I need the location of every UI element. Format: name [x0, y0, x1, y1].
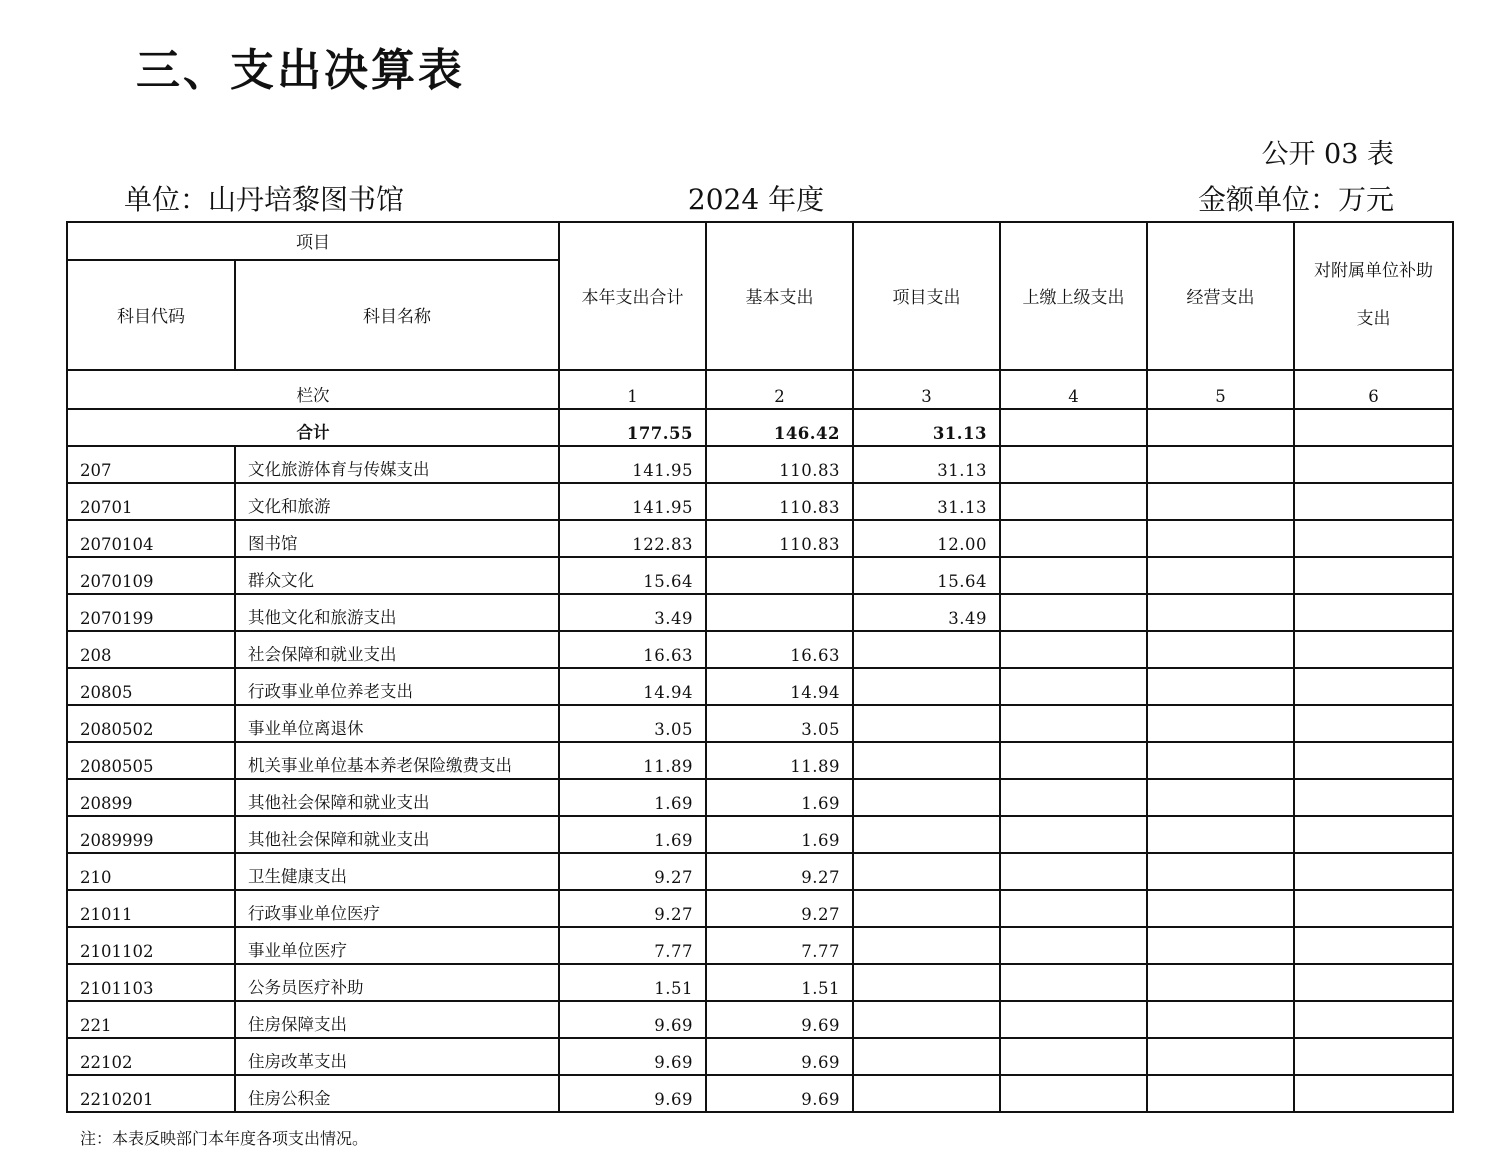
amount-cell-c3: 12.00: [853, 520, 1000, 557]
subject-code-cell: 20701: [67, 483, 235, 520]
amount-cell-c4: [1000, 668, 1147, 705]
amount-cell-c1: 9.69: [559, 1075, 706, 1112]
subject-code-cell: 2080502: [67, 705, 235, 742]
amount-cell-c2: 110.83: [706, 446, 853, 483]
amount-cell-c5: [1147, 1038, 1294, 1075]
subject-name-cell: 机关事业单位基本养老保险缴费支出: [235, 742, 559, 779]
money-unit-label: 金额单位：万元: [1197, 183, 1394, 216]
subject-name-cell: 文化和旅游: [235, 483, 559, 520]
table-row: [67, 705, 1453, 742]
header-item: 项目: [67, 222, 559, 260]
amount-cell-c5: [1147, 742, 1294, 779]
amount-cell-c1: 16.63: [559, 631, 706, 668]
amount-cell-c6: [1294, 631, 1453, 668]
table-row: [67, 557, 1453, 594]
table-row: [67, 483, 1453, 520]
subject-name-cell: 行政事业单位医疗: [235, 890, 559, 927]
subject-code-cell: 208: [67, 631, 235, 668]
subject-code-cell: 2101102: [67, 927, 235, 964]
header-code: 科目代码: [67, 260, 235, 370]
total-label: 合计: [67, 409, 559, 446]
table-row: [67, 631, 1453, 668]
amount-cell-c6: [1294, 964, 1453, 1001]
amount-cell-c1: 122.83: [559, 520, 706, 557]
amount-cell-c3: 3.49: [853, 594, 1000, 631]
subject-name-cell: 其他社会保障和就业支出: [235, 816, 559, 853]
amount-cell-c3: 15.64: [853, 557, 1000, 594]
column-index-1: 1: [559, 370, 706, 409]
amount-cell-c4: [1000, 446, 1147, 483]
subject-code-cell: 210: [67, 853, 235, 890]
amount-cell-c3: [853, 1001, 1000, 1038]
amount-cell-c4: [1000, 1038, 1147, 1075]
amount-cell-c2: [706, 557, 853, 594]
header-operating-expenditure: 经营支出: [1147, 222, 1294, 370]
page-title: 三、支出决算表: [136, 45, 465, 96]
amount-cell-c2: 1.69: [706, 816, 853, 853]
amount-cell-c3: [853, 1075, 1000, 1112]
total-c2: 146.42: [706, 409, 853, 446]
amount-cell-c6: [1294, 705, 1453, 742]
amount-cell-c1: 9.27: [559, 853, 706, 890]
column-index-label: 栏次: [67, 370, 559, 409]
amount-cell-c5: [1147, 594, 1294, 631]
amount-cell-c1: 141.95: [559, 446, 706, 483]
amount-cell-c3: [853, 853, 1000, 890]
amount-cell-c6: [1294, 557, 1453, 594]
column-index-row: [67, 370, 1453, 409]
amount-cell-c3: [853, 1038, 1000, 1075]
amount-cell-c4: [1000, 816, 1147, 853]
subject-name-cell: 社会保障和就业支出: [235, 631, 559, 668]
amount-cell-c5: [1147, 1001, 1294, 1038]
expenditure-table: [66, 221, 1454, 1113]
amount-cell-c4: [1000, 1001, 1147, 1038]
subject-name-cell: 群众文化: [235, 557, 559, 594]
amount-cell-c6: [1294, 483, 1453, 520]
table-row: [67, 1075, 1453, 1112]
amount-cell-c5: [1147, 779, 1294, 816]
amount-cell-c3: [853, 816, 1000, 853]
amount-cell-c2: 9.69: [706, 1001, 853, 1038]
header-total-expenditure: 本年支出合计: [559, 222, 706, 370]
header-name: 科目名称: [235, 260, 559, 370]
amount-cell-c2: [706, 594, 853, 631]
table-row: [67, 520, 1453, 557]
amount-cell-c5: [1147, 890, 1294, 927]
amount-cell-c6: [1294, 890, 1453, 927]
amount-cell-c3: [853, 705, 1000, 742]
amount-cell-c4: [1000, 853, 1147, 890]
subject-code-cell: 20805: [67, 668, 235, 705]
subject-code-cell: 20899: [67, 779, 235, 816]
amount-cell-c1: 1.69: [559, 816, 706, 853]
total-c5: [1147, 409, 1294, 446]
amount-cell-c4: [1000, 557, 1147, 594]
table-row: [67, 1038, 1453, 1075]
header-remit-superior: 上缴上级支出: [1000, 222, 1147, 370]
table-row: [67, 1001, 1453, 1038]
amount-cell-c5: [1147, 631, 1294, 668]
subject-code-cell: 2080505: [67, 742, 235, 779]
table-row: [67, 853, 1453, 890]
amount-cell-c5: [1147, 964, 1294, 1001]
amount-cell-c5: [1147, 557, 1294, 594]
subject-code-cell: 207: [67, 446, 235, 483]
subject-name-cell: 事业单位医疗: [235, 927, 559, 964]
amount-cell-c2: 16.63: [706, 631, 853, 668]
subject-name-cell: 事业单位离退休: [235, 705, 559, 742]
amount-cell-c6: [1294, 446, 1453, 483]
total-row: [67, 409, 1453, 446]
amount-cell-c5: [1147, 927, 1294, 964]
column-index-6: 6: [1294, 370, 1453, 409]
subject-code-cell: 2089999: [67, 816, 235, 853]
column-index-5: 5: [1147, 370, 1294, 409]
total-c4: [1000, 409, 1147, 446]
subject-name-cell: 住房改革支出: [235, 1038, 559, 1075]
form-number: 公开 03 表: [1261, 139, 1394, 170]
amount-cell-c4: [1000, 742, 1147, 779]
header-project-expenditure: 项目支出: [853, 222, 1000, 370]
table-row: [67, 779, 1453, 816]
table-row: [67, 446, 1453, 483]
subject-name-cell: 文化旅游体育与传媒支出: [235, 446, 559, 483]
amount-cell-c4: [1000, 631, 1147, 668]
amount-cell-c5: [1147, 853, 1294, 890]
amount-cell-c2: 1.51: [706, 964, 853, 1001]
total-c3: 31.13: [853, 409, 1000, 446]
subject-name-cell: 住房保障支出: [235, 1001, 559, 1038]
table-row: [67, 816, 1453, 853]
amount-cell-c6: [1294, 1038, 1453, 1075]
amount-cell-c1: 3.49: [559, 594, 706, 631]
subject-code-cell: 2070104: [67, 520, 235, 557]
amount-cell-c2: 9.69: [706, 1075, 853, 1112]
amount-cell-c4: [1000, 483, 1147, 520]
amount-cell-c6: [1294, 927, 1453, 964]
table-row: [67, 742, 1453, 779]
amount-cell-c6: [1294, 668, 1453, 705]
table-row: [67, 890, 1453, 927]
amount-cell-c3: 31.13: [853, 446, 1000, 483]
subject-name-cell: 图书馆: [235, 520, 559, 557]
subject-name-cell: 住房公积金: [235, 1075, 559, 1112]
amount-cell-c6: [1294, 779, 1453, 816]
amount-cell-c6: [1294, 816, 1453, 853]
amount-cell-c6: [1294, 520, 1453, 557]
amount-cell-c3: [853, 964, 1000, 1001]
amount-cell-c1: 141.95: [559, 483, 706, 520]
amount-cell-c4: [1000, 1075, 1147, 1112]
amount-cell-c2: 11.89: [706, 742, 853, 779]
subject-code-cell: 2070199: [67, 594, 235, 631]
header-row-1: [67, 222, 1453, 260]
amount-cell-c3: [853, 927, 1000, 964]
amount-cell-c6: [1294, 1075, 1453, 1112]
amount-cell-c4: [1000, 520, 1147, 557]
column-index-3: 3: [853, 370, 1000, 409]
amount-cell-c4: [1000, 705, 1147, 742]
amount-cell-c4: [1000, 927, 1147, 964]
amount-cell-c3: [853, 890, 1000, 927]
subject-code-cell: 2210201: [67, 1075, 235, 1112]
subject-code-cell: 21011: [67, 890, 235, 927]
amount-cell-c5: [1147, 816, 1294, 853]
amount-cell-c1: 7.77: [559, 927, 706, 964]
amount-cell-c2: 9.69: [706, 1038, 853, 1075]
total-c1: 177.55: [559, 409, 706, 446]
amount-cell-c2: 7.77: [706, 927, 853, 964]
header-subsidy-affiliates: 对附属单位补助支出: [1294, 222, 1453, 370]
amount-cell-c1: 1.69: [559, 779, 706, 816]
total-c6: [1294, 409, 1453, 446]
amount-cell-c1: 3.05: [559, 705, 706, 742]
amount-cell-c1: 15.64: [559, 557, 706, 594]
amount-cell-c4: [1000, 779, 1147, 816]
amount-cell-c2: 9.27: [706, 853, 853, 890]
amount-cell-c6: [1294, 1001, 1453, 1038]
amount-cell-c5: [1147, 705, 1294, 742]
amount-cell-c6: [1294, 594, 1453, 631]
subject-name-cell: 公务员医疗补助: [235, 964, 559, 1001]
unit-label: 单位：山丹培黎图书馆: [124, 183, 405, 216]
amount-cell-c2: 110.83: [706, 483, 853, 520]
subject-code-cell: 22102: [67, 1038, 235, 1075]
amount-cell-c5: [1147, 446, 1294, 483]
amount-cell-c6: [1294, 853, 1453, 890]
amount-cell-c6: [1294, 742, 1453, 779]
amount-cell-c3: [853, 631, 1000, 668]
amount-cell-c2: 1.69: [706, 779, 853, 816]
amount-cell-c2: 110.83: [706, 520, 853, 557]
table-row: [67, 927, 1453, 964]
amount-cell-c3: [853, 779, 1000, 816]
amount-cell-c1: 9.69: [559, 1001, 706, 1038]
subject-name-cell: 其他社会保障和就业支出: [235, 779, 559, 816]
subject-code-cell: 2070109: [67, 557, 235, 594]
amount-cell-c5: [1147, 483, 1294, 520]
column-index-4: 4: [1000, 370, 1147, 409]
subject-name-cell: 卫生健康支出: [235, 853, 559, 890]
subject-name-cell: 其他文化和旅游支出: [235, 594, 559, 631]
amount-cell-c1: 9.27: [559, 890, 706, 927]
amount-cell-c4: [1000, 890, 1147, 927]
amount-cell-c4: [1000, 964, 1147, 1001]
table-row: [67, 594, 1453, 631]
subject-code-cell: 2101103: [67, 964, 235, 1001]
amount-cell-c5: [1147, 1075, 1294, 1112]
amount-cell-c1: 14.94: [559, 668, 706, 705]
header-basic-expenditure: 基本支出: [706, 222, 853, 370]
amount-cell-c2: 3.05: [706, 705, 853, 742]
amount-cell-c3: 31.13: [853, 483, 1000, 520]
amount-cell-c4: [1000, 594, 1147, 631]
footnote: 注：本表反映部门本年度各项支出情况。: [80, 1129, 369, 1148]
amount-cell-c1: 1.51: [559, 964, 706, 1001]
column-index-2: 2: [706, 370, 853, 409]
table-row: [67, 964, 1453, 1001]
amount-cell-c3: [853, 668, 1000, 705]
subject-name-cell: 行政事业单位养老支出: [235, 668, 559, 705]
amount-cell-c3: [853, 742, 1000, 779]
subject-code-cell: 221: [67, 1001, 235, 1038]
amount-cell-c2: 14.94: [706, 668, 853, 705]
amount-cell-c2: 9.27: [706, 890, 853, 927]
amount-cell-c5: [1147, 668, 1294, 705]
year-label: 2024 年度: [687, 183, 825, 216]
amount-cell-c5: [1147, 520, 1294, 557]
table-row: [67, 668, 1453, 705]
amount-cell-c1: 9.69: [559, 1038, 706, 1075]
amount-cell-c1: 11.89: [559, 742, 706, 779]
